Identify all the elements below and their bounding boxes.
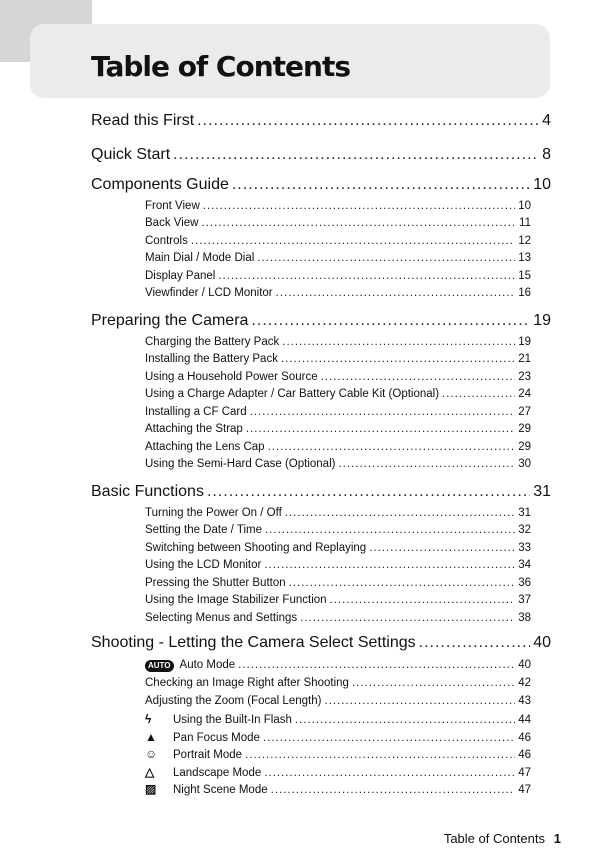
toc-entry-label: Attaching the Lens Cap (145, 441, 265, 453)
toc-entry-label: Using the Semi-Hard Case (Optional) (145, 458, 336, 470)
toc-subentry[interactable] (145, 270, 531, 282)
dot-leader (250, 406, 516, 418)
dot-leader (442, 388, 515, 400)
toc-page-number: 13 (518, 252, 531, 264)
toc-page-number: 44 (518, 714, 531, 726)
dot-leader (271, 784, 516, 796)
toc-page-number: 40 (533, 634, 551, 651)
dot-leader (282, 336, 515, 348)
toc-page-number: 34 (518, 559, 531, 571)
toc-subentry[interactable] (145, 371, 531, 383)
dot-leader (203, 200, 515, 212)
landscape-icon: △ (145, 765, 155, 779)
toc-page-number: 16 (518, 287, 531, 299)
dot-leader (289, 577, 516, 589)
toc-entry-label: Back View (145, 217, 199, 229)
toc-section-entry[interactable] (91, 176, 551, 194)
toc-page-number: 29 (518, 423, 531, 435)
pan-focus-icon: ▲ (145, 730, 157, 744)
auto-mode-icon: AUTO (145, 660, 174, 672)
toc-entry-label: Viewfinder / LCD Monitor (145, 287, 273, 299)
flash-icon: ϟ (145, 712, 152, 726)
footer-label: Table of Contents (443, 831, 545, 846)
toc-entry-label: Using the Image Stabilizer Function (145, 594, 327, 606)
toc-page-number: 8 (542, 146, 551, 163)
toc-page-number: 19 (533, 312, 551, 329)
toc-entry-label: Using the LCD Monitor (145, 559, 262, 571)
toc-subentry[interactable] (145, 287, 531, 299)
toc-subentry[interactable] (145, 559, 531, 571)
toc-page-number: 4 (542, 112, 551, 129)
toc-entry-label: Auto Mode (179, 659, 236, 671)
toc-entry-label: Selecting Menus and Settings (145, 612, 298, 624)
toc-subentry[interactable] (145, 441, 531, 453)
dot-leader (197, 112, 539, 130)
toc-subentry[interactable] (145, 542, 531, 554)
dot-leader (232, 176, 530, 194)
toc-subentry[interactable] (145, 782, 531, 796)
toc-entry-label: Quick Start (91, 146, 171, 163)
toc-subentry[interactable] (145, 458, 531, 470)
dot-leader (300, 612, 515, 624)
toc-subentry[interactable] (145, 612, 531, 624)
toc-page-number: 38 (518, 612, 531, 624)
dot-leader (330, 594, 516, 606)
toc-page-number: 27 (518, 406, 531, 418)
toc-subentry[interactable] (145, 524, 531, 536)
toc-section-entry[interactable] (91, 312, 551, 330)
toc-page-number: 32 (518, 524, 531, 536)
toc-subentry[interactable] (145, 594, 531, 606)
toc-page-number: 36 (518, 577, 531, 589)
toc-entry-label: Setting the Date / Time (145, 524, 262, 536)
toc-subentry[interactable] (145, 677, 531, 689)
dot-leader (285, 507, 515, 519)
toc-subentry[interactable] (145, 659, 531, 672)
toc-entry-label: Pressing the Shutter Button (145, 577, 286, 589)
toc-page-number: 21 (518, 353, 531, 365)
dot-leader (419, 634, 531, 652)
dot-leader (246, 423, 515, 435)
dot-leader (352, 677, 515, 689)
toc-entry-label: Installing the Battery Pack (145, 353, 278, 365)
dot-leader (369, 542, 515, 554)
toc-page-number: 10 (533, 176, 551, 193)
toc-page-number: 31 (518, 507, 531, 519)
dot-leader (263, 732, 515, 744)
toc-entry-label: Read this First (91, 112, 195, 129)
toc-subentry[interactable] (145, 406, 531, 418)
toc-entry-label: Turning the Power On / Off (145, 507, 282, 519)
toc-page-number: 11 (519, 217, 531, 229)
toc-entry-label: Using a Charge Adapter / Car Battery Cable Kit (Optional) (145, 388, 440, 400)
toc-entry-label: Preparing the Camera (91, 312, 249, 329)
toc-entry-label: Landscape Mode (173, 767, 262, 779)
toc-entry-label: Components Guide (91, 176, 229, 193)
toc-page-number: 47 (518, 784, 531, 796)
toc-page-number: 29 (518, 441, 531, 453)
toc-page-number: 19 (518, 336, 531, 348)
toc-page-number: 46 (518, 749, 531, 761)
toc-entry-label: Checking an Image Right after Shooting (145, 677, 349, 689)
toc-subentry[interactable] (145, 507, 531, 519)
toc-entry-label: Installing a CF Card (145, 406, 247, 418)
toc-subentry[interactable] (145, 765, 531, 779)
toc-page-number: 42 (518, 677, 531, 689)
footer-page-number: 1 (553, 831, 561, 846)
toc-page-number: 40 (518, 659, 531, 671)
toc-entry-label: Display Panel (145, 270, 216, 282)
toc-subentry[interactable] (145, 388, 531, 400)
toc-entry-label: Pan Focus Mode (173, 732, 260, 744)
toc-subentry[interactable] (145, 423, 531, 435)
page-title: Table of Contents (91, 50, 351, 83)
dot-leader (295, 714, 515, 726)
toc-page-number: 46 (518, 732, 531, 744)
dot-leader (201, 217, 516, 229)
toc-entry-label: Main Dial / Mode Dial (145, 252, 255, 264)
dot-leader (238, 659, 515, 671)
dot-leader (338, 458, 515, 470)
toc-page-number: 33 (518, 542, 531, 554)
toc-entry-label: Night Scene Mode (173, 784, 268, 796)
toc-subentry[interactable] (145, 252, 531, 264)
toc-entry-label: Controls (145, 235, 188, 247)
dot-leader (251, 312, 530, 330)
portrait-icon: ☺ (145, 747, 158, 761)
toc-subentry[interactable] (145, 336, 531, 348)
dot-leader (264, 767, 515, 779)
toc-page-number: 12 (518, 235, 531, 247)
dot-leader (268, 441, 516, 453)
toc-page-number: 30 (518, 458, 531, 470)
toc-entry-label: Portrait Mode (173, 749, 243, 761)
toc-subentry[interactable] (145, 695, 531, 707)
toc-section-entry[interactable] (91, 146, 551, 164)
toc-page-number: 43 (518, 695, 531, 707)
toc-entry-label: Front View (145, 200, 200, 212)
toc-entry-label: Basic Functions (91, 483, 204, 500)
toc-entry-label: Using a Household Power Source (145, 371, 318, 383)
toc-page-number: 10 (518, 200, 531, 212)
dot-leader (324, 695, 515, 707)
toc-subentry[interactable] (145, 235, 531, 247)
dot-leader (207, 483, 530, 501)
dot-leader (321, 371, 516, 383)
toc-entry-label: Charging the Battery Pack (145, 336, 280, 348)
toc-page-number: 15 (518, 270, 531, 282)
toc-page-number: 31 (533, 483, 551, 500)
dot-leader (173, 146, 539, 164)
dot-leader (191, 235, 515, 247)
dot-leader (257, 252, 515, 264)
toc-entry-label: Attaching the Strap (145, 423, 243, 435)
dot-leader (245, 749, 515, 761)
toc-subentry[interactable] (145, 747, 531, 761)
toc-subentry[interactable] (145, 353, 531, 365)
toc-subentry[interactable] (145, 217, 531, 229)
dot-leader (276, 287, 516, 299)
toc-entry-label: Adjusting the Zoom (Focal Length) (145, 695, 322, 707)
dot-leader (265, 524, 515, 536)
toc-page-number: 47 (518, 767, 531, 779)
toc-subentry[interactable] (145, 577, 531, 589)
toc-page-number: 23 (518, 371, 531, 383)
toc-subentry[interactable] (145, 200, 531, 212)
toc-entry-label: Switching between Shooting and Replaying (145, 542, 367, 554)
toc-subentry[interactable] (145, 730, 531, 744)
dot-leader (218, 270, 515, 282)
toc-entry-label: Using the Built-In Flash (173, 714, 292, 726)
night-scene-icon: ▨ (145, 782, 157, 796)
toc-page-number: 37 (518, 594, 531, 606)
toc-subentry[interactable] (145, 712, 531, 726)
toc-entry-label: Shooting - Letting the Camera Select Settings (91, 634, 416, 651)
toc-section-entry[interactable] (91, 483, 551, 501)
dot-leader (264, 559, 515, 571)
dot-leader (281, 353, 515, 365)
toc-page-number: 24 (518, 388, 531, 400)
toc-section-entry[interactable] (91, 112, 551, 130)
toc-section-entry[interactable] (91, 634, 551, 652)
